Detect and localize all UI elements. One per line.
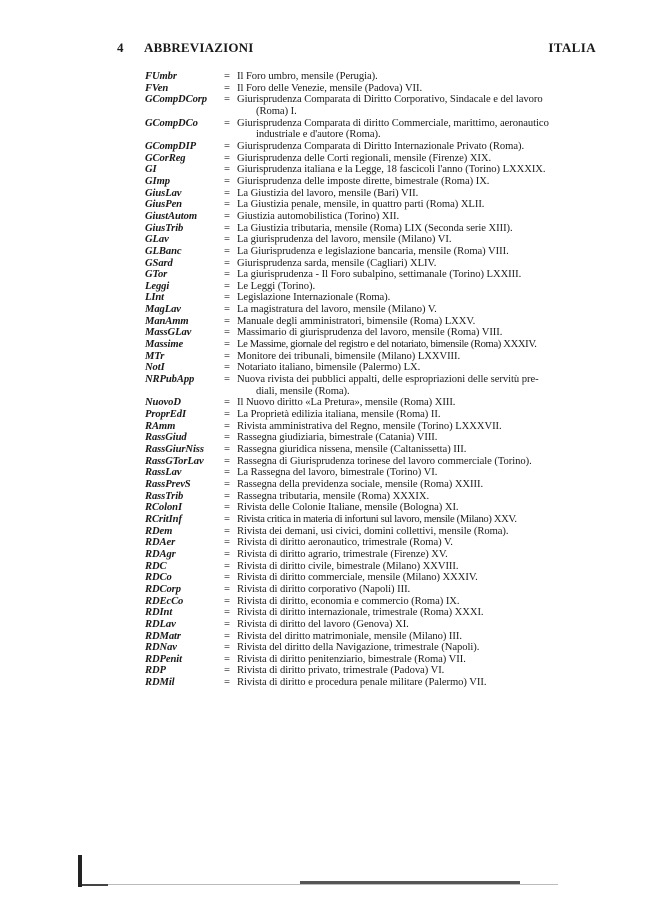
description-line: La Giustizia del lavoro, mensile (Bari) VII.: [237, 187, 419, 199]
abbreviation-description: [237, 199, 612, 211]
abbreviation-code: FUmbr: [145, 71, 177, 82]
equals-sign: =: [224, 82, 230, 94]
equals-sign: =: [224, 117, 230, 129]
abbreviation-code: RColonI: [145, 502, 182, 514]
description-line: Rassegna giuridica nissena, mensile (Caltanissetta) III.: [237, 444, 467, 455]
abbreviation-code: GiusLav: [145, 187, 182, 199]
abbreviation-description: [237, 514, 612, 526]
description-line: Rivista di diritto agrario, trimestrale (Firenze) XV.: [237, 548, 448, 560]
abbreviation-description: [237, 281, 612, 293]
equals-sign: =: [224, 210, 230, 222]
equals-sign: =: [224, 304, 230, 316]
description-line: Rivista dei demani, usi civici, domini collettivi, mensile (Roma).: [237, 525, 509, 537]
description-line: Rivista di diritto corporativo (Napoli) III.: [237, 583, 411, 595]
description-line: Giurisprudenza delle Corti regionali, mensile (Firenze) XIX.: [237, 152, 492, 164]
abbreviation-code: NuovoD: [145, 397, 181, 409]
abbreviation-description: [237, 246, 612, 258]
abbreviation-code: GCompDCo: [145, 117, 198, 129]
abbreviation-description: [237, 211, 612, 223]
abbreviation-entry: [0, 537, 657, 549]
scan-corner-mark-foot: [82, 884, 108, 886]
equals-sign: =: [224, 583, 230, 595]
description-line: La giurisprudenza del lavoro, mensile (Milano) VI.: [237, 234, 452, 246]
abbreviation-entry: [0, 491, 657, 503]
equals-sign: =: [224, 409, 230, 421]
equals-sign: =: [224, 548, 230, 560]
abbreviation-entry: [0, 94, 657, 117]
equals-sign: =: [224, 665, 230, 677]
abbreviation-description: [237, 432, 612, 444]
description-line: Rivista di diritto e procedura penale militare (Palermo) VII.: [237, 677, 487, 689]
abbreviation-code: RDPenit: [145, 653, 182, 665]
abbreviation-code: RDP: [145, 665, 166, 677]
running-country: ITALIA: [548, 40, 596, 55]
abbreviation-code: GiusPen: [145, 199, 182, 211]
abbreviation-code: RDMatr: [145, 630, 181, 642]
equals-sign: =: [224, 642, 230, 654]
abbreviation-code: RassGiurNiss: [145, 444, 204, 455]
abbreviation-description: [237, 444, 612, 456]
abbreviation-description: [237, 502, 612, 514]
abbreviation-description: [237, 421, 612, 433]
abbreviation-description: [237, 269, 612, 281]
abbreviation-entry: [0, 292, 657, 304]
description-line: La giurisprudenza - Il Foro subalpino, settimanale (Torino) LXXIII.: [237, 269, 522, 281]
equals-sign: =: [224, 292, 230, 304]
equals-sign: =: [224, 199, 230, 211]
abbreviation-entry: [0, 234, 657, 246]
description-line: Rivista di diritto commerciale, mensile (Milano) XXXIV.: [237, 572, 478, 584]
equals-sign: =: [224, 618, 230, 630]
abbreviation-code: RDLav: [145, 618, 176, 630]
abbreviation-code: GCompDIP: [145, 140, 196, 152]
abbreviation-description: [237, 374, 612, 397]
abbreviation-description: [237, 258, 612, 270]
description-line: Rassegna giudiziaria, bimestrale (Catania) VIII.: [237, 432, 438, 444]
abbreviation-code: GiusTrib: [145, 222, 184, 234]
abbreviation-description: [237, 467, 612, 479]
description-line: Rivista di diritto privato, trimestrale (Padova) VI.: [237, 665, 445, 677]
abbreviation-description: [237, 223, 612, 235]
description-line: La Giurisprudenza e legislazione bancaria, mensile (Roma) VIII.: [237, 245, 509, 257]
abbreviation-code: ManAmm: [145, 315, 189, 327]
abbreviation-code: FVen: [145, 82, 169, 94]
abbreviation-code: RDMil: [145, 677, 175, 689]
abbreviation-entry: [0, 677, 657, 689]
description-line: Rivista di diritto, economia e commercio (Roma) IX.: [237, 595, 460, 607]
abbreviation-description: [237, 176, 612, 188]
abbreviation-code: MTr: [145, 350, 165, 362]
abbreviation-entry: [0, 421, 657, 433]
abbreviation-code: Leggi: [145, 280, 170, 292]
description-line: Giurisprudenza Comparata di Diritto Internazionale Privato (Roma).: [237, 140, 525, 152]
abbreviation-entry: [0, 607, 657, 619]
abbreviation-description: [237, 665, 612, 677]
abbreviation-code: RCritInf: [145, 513, 182, 525]
running-title: ABBREVIAZIONI: [144, 40, 254, 55]
abbreviation-list: [0, 71, 657, 689]
abbreviation-entry: [0, 514, 657, 526]
abbreviation-code: GiustAutom: [145, 210, 197, 222]
description-continuation: industriale e d'autore (Roma).: [256, 129, 381, 141]
equals-sign: =: [224, 432, 230, 444]
abbreviation-entry: [0, 654, 657, 666]
description-line: Giurisprudenza delle imposte dirette, bimestrale (Roma) IX.: [237, 175, 490, 187]
description-line: Rivista di diritto aeronautico, trimestrale (Roma) V.: [237, 537, 453, 549]
equals-sign: =: [224, 653, 230, 665]
abbreviation-entry: [0, 164, 657, 176]
equals-sign: =: [224, 339, 230, 351]
description-line: Rivista di diritto internazionale, trimestrale (Roma) XXXI.: [237, 607, 484, 619]
abbreviation-entry: [0, 176, 657, 188]
equals-sign: =: [224, 280, 230, 292]
abbreviation-entry: [0, 153, 657, 165]
description-line: La Giustizia tributaria, mensile (Roma) LIX (Seconda serie XIII).: [237, 222, 513, 234]
abbreviation-entry: [0, 199, 657, 211]
abbreviation-entry: [0, 549, 657, 561]
abbreviation-description: [237, 479, 612, 491]
abbreviation-entry: [0, 362, 657, 374]
equals-sign: =: [224, 525, 230, 537]
abbreviation-description: [237, 234, 612, 246]
abbreviation-entry: [0, 141, 657, 153]
scan-corner-mark: [78, 855, 82, 887]
equals-sign: =: [224, 234, 230, 246]
description-line: Il Foro umbro, mensile (Perugia).: [237, 71, 378, 82]
equals-sign: =: [224, 350, 230, 362]
abbreviation-description: [237, 491, 612, 503]
equals-sign: =: [224, 572, 230, 584]
equals-sign: =: [224, 152, 230, 164]
description-line: Rivista del diritto della Navigazione, trimestrale (Napoli).: [237, 642, 480, 654]
description-line: Il Nuovo diritto «La Pretura», mensile (Roma) XIII.: [237, 397, 456, 409]
equals-sign: =: [224, 444, 230, 455]
abbreviation-entry: [0, 642, 657, 654]
description-line: Le Leggi (Torino).: [237, 280, 316, 292]
abbreviation-entry: [0, 572, 657, 584]
abbreviation-code: NRPubApp: [145, 374, 195, 386]
description-line: Nuova rivista dei pubblici appalti, delle espropriazioni delle servitù pre-: [237, 374, 539, 386]
abbreviation-code: RDAgr: [145, 548, 176, 560]
equals-sign: =: [224, 315, 230, 327]
abbreviation-code: RDEcCo: [145, 595, 184, 607]
abbreviation-entry: [0, 631, 657, 643]
scan-bottom-rule: [300, 881, 520, 884]
abbreviation-description: [237, 631, 612, 643]
abbreviation-entry: [0, 269, 657, 281]
description-line: La Rassegna del lavoro, bimestrale (Torino) VI.: [237, 467, 438, 479]
description-line: Legislazione Internazionale (Roma).: [237, 292, 391, 304]
abbreviation-entry: [0, 281, 657, 293]
abbreviation-description: [237, 304, 612, 316]
abbreviation-entry: [0, 479, 657, 491]
abbreviation-description: [237, 619, 612, 631]
description-line: Massimario di giurisprudenza del lavoro, mensile (Roma) VIII.: [237, 327, 503, 339]
equals-sign: =: [224, 397, 230, 409]
abbreviation-code: MagLav: [145, 304, 181, 316]
equals-sign: =: [224, 420, 230, 432]
abbreviation-code: RAmm: [145, 420, 176, 432]
equals-sign: =: [224, 187, 230, 199]
description-line: Rivista di diritto civile, bimestrale (Milano) XXVIII.: [237, 560, 459, 572]
abbreviation-entry: [0, 188, 657, 200]
description-line: Rivista di diritto del lavoro (Genova) XI.: [237, 618, 409, 630]
abbreviation-description: [237, 549, 612, 561]
abbreviation-code: RassPrevS: [145, 478, 191, 490]
abbreviation-code: GTor: [145, 269, 168, 281]
abbreviation-description: [237, 164, 612, 176]
abbreviation-code: GCorReg: [145, 152, 186, 164]
equals-sign: =: [224, 677, 230, 689]
equals-sign: =: [224, 71, 230, 82]
abbreviation-description: [237, 642, 612, 654]
abbreviation-entry: [0, 397, 657, 409]
description-line: Il Foro delle Venezie, mensile (Padova) VII.: [237, 82, 423, 94]
abbreviation-code: RDCo: [145, 572, 172, 584]
equals-sign: =: [224, 502, 230, 514]
abbreviation-description: [237, 654, 612, 666]
equals-sign: =: [224, 362, 230, 374]
abbreviation-entry: [0, 118, 657, 141]
abbreviation-description: [237, 83, 612, 95]
abbreviation-code: RDInt: [145, 607, 173, 619]
description-line: Giurisprudenza italiana e la Legge, 18 fascicoli l'anno (Torino) LXXXIX.: [237, 164, 546, 176]
abbreviation-entry: [0, 374, 657, 397]
equals-sign: =: [224, 467, 230, 479]
equals-sign: =: [224, 94, 230, 106]
abbreviation-description: [237, 572, 612, 584]
abbreviation-entry: [0, 526, 657, 538]
abbreviation-code: Massime: [145, 339, 184, 351]
abbreviation-description: [237, 327, 612, 339]
abbreviation-description: [237, 141, 612, 153]
description-line: Rivista critica in materia di infortuni sul lavoro, mensile (Milano) XXV.: [237, 513, 517, 525]
abbreviation-entry: [0, 339, 657, 351]
abbreviation-code: MassGLav: [145, 327, 192, 339]
abbreviation-code: RDCorp: [145, 583, 181, 595]
abbreviation-code: GLBanc: [145, 245, 182, 257]
abbreviation-entry: [0, 409, 657, 421]
abbreviation-description: [237, 118, 612, 141]
abbreviation-code: RDC: [145, 560, 167, 572]
description-continuation: diali, mensile (Roma).: [256, 385, 350, 397]
equals-sign: =: [224, 513, 230, 525]
abbreviation-entry: [0, 456, 657, 468]
equals-sign: =: [224, 269, 230, 281]
equals-sign: =: [224, 455, 230, 467]
abbreviation-code: RassGTorLav: [145, 455, 204, 467]
abbreviation-code: LInt: [145, 292, 165, 304]
abbreviation-description: [237, 292, 612, 304]
abbreviation-entry: [0, 351, 657, 363]
abbreviation-entry: [0, 316, 657, 328]
abbreviation-code: RassGiud: [145, 432, 187, 444]
abbreviation-entry: [0, 211, 657, 223]
abbreviation-description: [237, 561, 612, 573]
abbreviation-entry: [0, 304, 657, 316]
description-line: Giurisprudenza sarda, mensile (Cagliari) XLIV.: [237, 257, 437, 269]
equals-sign: =: [224, 560, 230, 572]
equals-sign: =: [224, 478, 230, 490]
abbreviation-code: GImp: [145, 175, 170, 187]
description-line: Rivista del diritto matrimoniale, mensile (Milano) III.: [237, 630, 462, 642]
abbreviation-description: [237, 351, 612, 363]
description-line: Giurisprudenza Comparata di Diritto Corporativo, Sindacale e del lavoro: [237, 94, 543, 106]
description-line: Rassegna tributaria, mensile (Roma) XXXIX.: [237, 490, 430, 502]
abbreviation-entry: [0, 432, 657, 444]
abbreviation-entry: [0, 584, 657, 596]
description-line: Giustizia automobilistica (Torino) XII.: [237, 210, 400, 222]
equals-sign: =: [224, 175, 230, 187]
abbreviation-description: [237, 94, 612, 117]
abbreviation-entry: [0, 467, 657, 479]
description-line: La Giustizia penale, mensile, in quattro parti (Roma) XLII.: [237, 199, 485, 211]
abbreviation-entry: [0, 83, 657, 95]
abbreviation-entry: [0, 502, 657, 514]
abbreviation-code: RDNav: [145, 642, 177, 654]
equals-sign: =: [224, 245, 230, 257]
abbreviation-code: RassTrib: [145, 490, 184, 502]
description-line: Rivista di diritto penitenziario, bimestrale (Roma) VII.: [237, 653, 466, 665]
equals-sign: =: [224, 595, 230, 607]
abbreviation-description: [237, 677, 612, 689]
abbreviation-code: RDem: [145, 525, 173, 537]
description-line: Manuale degli amministratori, bimensile (Roma) LXXV.: [237, 315, 476, 327]
abbreviation-description: [237, 153, 612, 165]
abbreviation-code: RassLav: [145, 467, 182, 479]
description-line: Rivista delle Colonie Italiane, mensile (Bologna) XI.: [237, 502, 459, 514]
abbreviation-entry: [0, 71, 657, 83]
abbreviation-code: GI: [145, 164, 157, 176]
abbreviation-entry: [0, 619, 657, 631]
abbreviation-entry: [0, 258, 657, 270]
description-line: Monitore dei tribunali, bimensile (Milano) LXXVIII.: [237, 350, 461, 362]
page-header: [117, 40, 596, 56]
equals-sign: =: [224, 537, 230, 549]
equals-sign: =: [224, 164, 230, 176]
equals-sign: =: [224, 490, 230, 502]
abbreviation-description: [237, 456, 612, 468]
equals-sign: =: [224, 630, 230, 642]
scan-bottom-line: [108, 884, 558, 885]
abbreviation-description: [237, 362, 612, 374]
abbreviation-code: GCompDCorp: [145, 94, 207, 106]
abbreviation-code: RDAer: [145, 537, 176, 549]
abbreviation-description: [237, 397, 612, 409]
abbreviation-description: [237, 71, 612, 83]
description-line: La Proprietà edilizia italiana, mensile (Roma) II.: [237, 409, 441, 421]
equals-sign: =: [224, 140, 230, 152]
abbreviation-description: [237, 339, 612, 351]
page-number: 4: [117, 40, 124, 55]
description-continuation: (Roma) I.: [256, 105, 297, 117]
description-line: Rassegna di Giurisprudenza torinese del lavoro commerciale (Torino).: [237, 455, 532, 467]
description-line: Rassegna della previdenza sociale, mensile (Roma) XXIII.: [237, 478, 484, 490]
abbreviation-entry: [0, 444, 657, 456]
abbreviation-entry: [0, 223, 657, 235]
abbreviation-entry: [0, 665, 657, 677]
abbreviation-code: GLav: [145, 234, 169, 246]
equals-sign: =: [224, 222, 230, 234]
description-line: Giurisprudenza Comparata di diritto Commerciale, marittimo, aeronautico: [237, 117, 549, 129]
abbreviation-code: ProprEdI: [145, 409, 186, 421]
abbreviation-description: [237, 409, 612, 421]
abbreviation-description: [237, 607, 612, 619]
equals-sign: =: [224, 374, 230, 386]
abbreviation-code: GSard: [145, 257, 173, 269]
equals-sign: =: [224, 257, 230, 269]
equals-sign: =: [224, 327, 230, 339]
abbreviation-description: [237, 316, 612, 328]
description-line: La magistratura del lavoro, mensile (Milano) V.: [237, 304, 437, 316]
description-line: Rivista amministrativa del Regno, mensile (Torino) LXXXVII.: [237, 420, 502, 432]
abbreviation-description: [237, 526, 612, 538]
abbreviation-code: NotI: [145, 362, 165, 374]
equals-sign: =: [224, 607, 230, 619]
abbreviation-entry: [0, 246, 657, 258]
abbreviation-entry: [0, 596, 657, 608]
abbreviation-description: [237, 584, 612, 596]
description-line: Le Massime, giornale del registro e del notariato, bimensile (Roma) XXXIV.: [237, 339, 537, 351]
description-line: Notariato italiano, bimensile (Palermo) LX.: [237, 362, 421, 374]
abbreviation-description: [237, 188, 612, 200]
abbreviation-entry: [0, 561, 657, 573]
abbreviation-description: [237, 596, 612, 608]
abbreviation-entry: [0, 327, 657, 339]
abbreviation-description: [237, 537, 612, 549]
